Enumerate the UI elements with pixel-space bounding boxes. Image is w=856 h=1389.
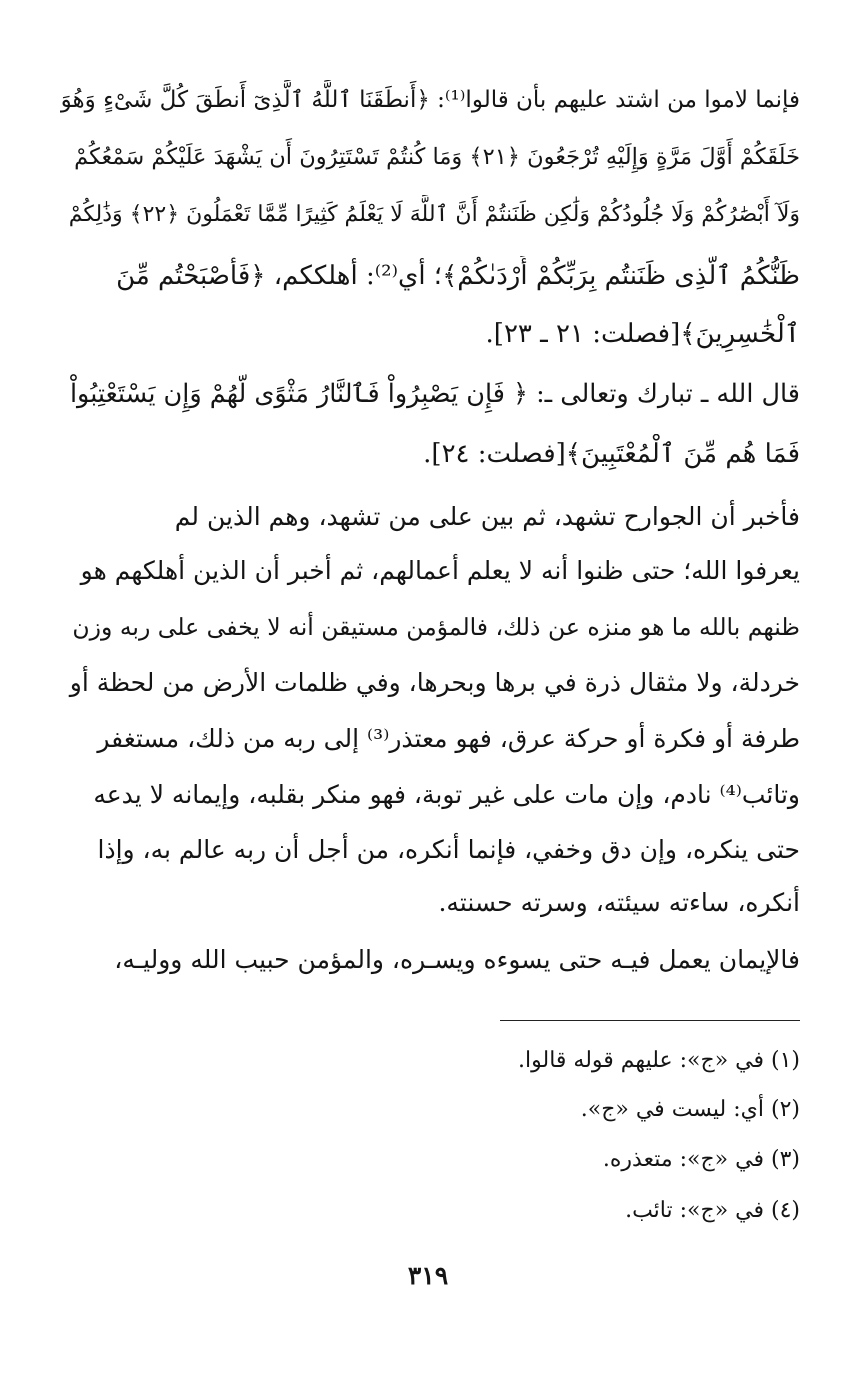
footnote-3: (٣) في «ج»: متعذره. [602, 1147, 800, 1172]
text-line-1: فإنما لاموا من اشتد عليهم بأن قالوا⁽¹⁾: ﴿أَنطَقَنَا ٱللَّهُ ٱلَّذِىٓ أَنطَقَ كُلَّ شَىْءٍ وَهُوَ [60, 87, 800, 113]
text-line-6: قال الله ـ تبارك وتعالى ـ: ﴿ فَإِن يَصْبِرُواْ فَٱلنَّارُ مَثْوًى لَّهُمْ وَإِن يَسْتَعْتِبُواْ [69, 379, 800, 409]
text-line-5: ٱلْخَٰسِرِينَ﴾[فصلت: ٢١ ـ ٢٣]. [485, 319, 800, 349]
text-line-13: وتائب⁽⁴⁾ نادم، وإن مات على غير توبة، فهو منكر بقلبه، وإيمانه لا يدعه [93, 780, 800, 809]
text-line-11: خردلة، ولا مثقال ذرة في برها وبحرها، وفي ظلمات الأرض من لحظة أو [69, 668, 800, 697]
footnote-2: (٢) أي: ليست في «ج». [580, 1097, 800, 1122]
text-line-12: طرفة أو فكرة أو حركة عرق، فهو معتذر⁽³⁾ إلى ربه من ذلك، مستغفر [97, 724, 800, 753]
footnote-4: (٤) في «ج»: تائب. [625, 1198, 800, 1223]
text-line-9: يعرفوا الله؛ حتى ظنوا أنه لا يعلم أعمالهم، ثم أخبر أن الذين أهلكهم هو [80, 556, 800, 585]
text-line-4: ظَنُّكُمُ ٱلَّذِى ظَنَنتُم بِرَبِّكُمْ أَرْدَىٰكُمْ﴾؛ أي⁽²⁾: أهلككم، ﴿فَأَصْبَحْتُم مِّنَ [116, 261, 800, 291]
text-line-2: خَلَقَكُمْ أَوَّلَ مَرَّةٍ وَإِلَيْهِ تُرْجَعُونَ ﴿٢١﴾ وَمَا كُنتُمْ تَسْتَتِرُونَ أَن يَشْهَدَ عَلَيْكُمْ سَمْعُكُمْ [74, 144, 800, 170]
footnote-divider [500, 1020, 800, 1021]
text-line-14: حتى ينكره، وإن دق وخفي، فإنما أنكره، من أجل أن ربه عالم به، وإذا [97, 835, 800, 864]
text-line-7: فَمَا هُم مِّنَ ٱلْمُعْتَبِينَ﴾[فصلت: ٢٤]. [423, 439, 800, 469]
text-line-10: ظنهم بالله ما هو منزه عن ذلك، فالمؤمن مستيقن أنه لا يخفى على ربه وزن [72, 613, 800, 641]
text-line-8: فأخبر أن الجوارح تشهد، ثم بين على من تشهد، وهم الذين لم [174, 502, 800, 531]
page-number: ٣١٩ [407, 1261, 449, 1290]
text-line-3: وَلَآ أَبْصَٰرُكُمْ وَلَا جُلُودُكُمْ وَلَٰكِن ظَنَنتُمْ أَنَّ ٱللَّهَ لَا يَعْلَمُ كَثِيرًا مِّمَّا تَعْمَلُونَ ﴿٢٢﴾ وَذَٰلِكُمْ [68, 202, 800, 227]
footnote-1: (١) في «ج»: عليهم قوله قالوا. [518, 1048, 800, 1073]
text-line-16: فالإيمان يعمل فيـه حتى يسوءه ويسـره، والمؤمن حبيب الله ووليـه، [114, 945, 800, 974]
text-line-15: أنكره، ساءته سيئته، وسرته حسنته. [438, 888, 800, 917]
